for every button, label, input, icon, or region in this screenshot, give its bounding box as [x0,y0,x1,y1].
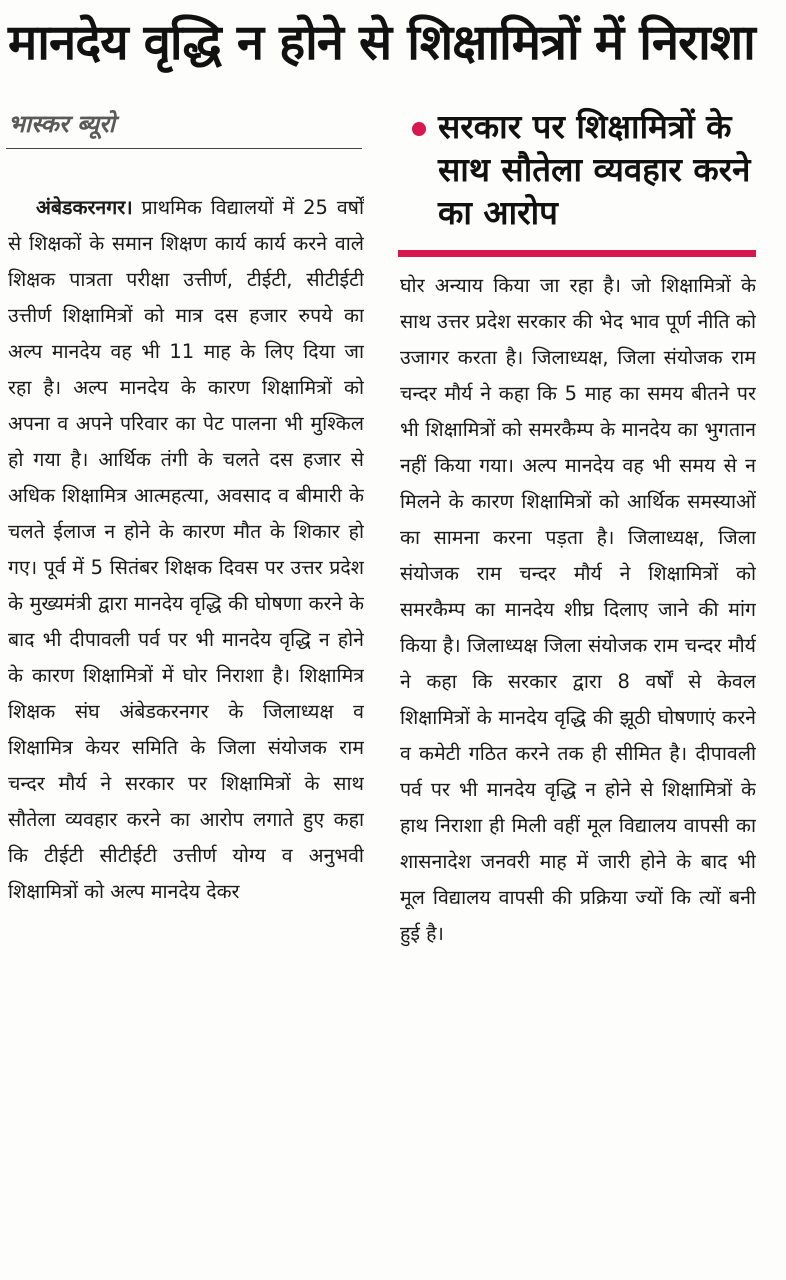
dateline: अंबेडकरनगर। [36,196,133,219]
byline-divider [6,148,362,149]
article-column-left [8,190,364,1270]
article-column-right: घोर अन्याय किया जा रहा है। जो शिक्षामित्रों के साथ उत्तर प्रदेश सरकार की भेद भाव पूर्ण नीति को उजागर करता है। जिलाध्यक्ष, जिला संयोजक राम चन्दर मौर्य ने कहा कि 5 माह का समय बीतने पर भी शिक्षामित्रों को समरकैम्प के मानदेय का भुगतान नहीं किया गया। अल्प मानदेय वह भी समय से न मिलने के कारण शिक्षामित्रों को आर्थिक समस्याओं का सामना करना पड़ता है। जिलाध्यक्ष, जिला संयोजक राम चन्दर मौर्य ने शिक्षामित्रों को समरकैम्प का मानदेय शीघ्र दिलाए जाने की मांग किया है। जिलाध्यक्ष जिला संयोजक राम चन्दर मौर्य ने कहा कि सरकार द्वारा 8 वर्षों से केवल शिक्षामित्रों के मानदेय वृद्धि की झूठी घोषणाएं करने व कमेटी गठित करने तक ही सीमित है। दीपावली पर्व पर भी मानदेय वृद्धि न होने से शिक्षामित्रों के हाथ निराशा ही मिली वहीं मूल विद्यालय वापसी का शासनादेश जनवरी माह में जारी होने के बाद भी मूल विद्यालय वापसी की प्रक्रिया ज्यों कि त्यों बनी हुई है। [400,274,756,945]
bullet-icon [412,122,426,136]
subheadline-divider [398,250,756,257]
left-column-body: प्राथमिक विद्यालयों में 25 वर्षों से शिक्षकों के समान शिक्षण कार्य कार्य करने वाले शिक्षक पात्रता परीक्षा उत्तीर्ण, टीईटी, सीटीईटी उत्तीर्ण शिक्षामित्रों को मात्र दस हजार रुपये का अल्प मानदेय वह भी 11 माह के लिए दिया जा रहा है। अल्प मानदेय के कारण शिक्षामित्रों को अपना व अपने परिवार का पेट पालना भी मुश्किल हो गया है। आर्थिक तंगी के चलते दस हजार से अधिक शिक्षामित्र आत्महत्या, अवसाद व बीमारी के चलते ईलाज न होने के कारण मौत के शिकार हो गए। पूर्व में 5 सितंबर शिक्षक दिवस पर उत्तर प्रदेश के मुख्यमंत्री द्वारा मानदेय वृद्धि की घोषणा करने के बाद भी दीपावली पर्व पर भी मानदेय वृद्धि न होने के कारण शिक्षामित्रों में घोर निराशा है। शिक्षामित्र शिक्षक संघ अंबेडकरनगर के जिलाध्यक्ष व शिक्षामित्र केयर समिति के जिला संयोजक राम चन्दर मौर्य ने सरकार पर शिक्षामित्रों के साथ सौतेला व्यवहार करने का आरोप लगाते हुए कहा कि टीईटी सीटीईटी उत्तीर्ण योग्य व अनुभवी शिक्षामित्रों को अल्प मानदेय देकर [8,196,364,903]
subheadline-block [404,106,774,235]
subheadline: सरकार पर शिक्षामित्रों के साथ सौतेला व्यवहार करने का आरोप [438,107,751,232]
headline: मानदेय वृद्धि न होने से शिक्षामित्रों में निराशा [8,14,755,71]
byline: भास्कर ब्यूरो [8,110,116,138]
